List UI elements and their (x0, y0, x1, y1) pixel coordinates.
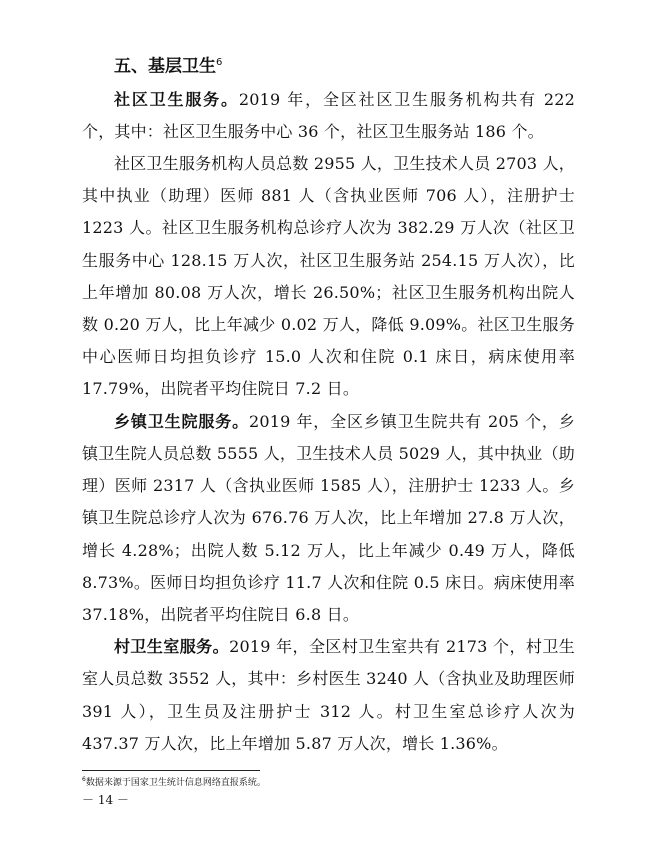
footnote-text: 数据来源于国家卫生统计信息网络直报系统。 (85, 778, 266, 788)
paragraph-village-clinic (82, 631, 575, 760)
section-title: 五、基层卫生 (114, 56, 216, 77)
footnote (82, 775, 266, 788)
paragraph-lead: 乡镇卫生院服务。 (114, 411, 249, 431)
paragraph-text: 2019 年，全区村卫生室共有 2173 个，村卫生室人员总数 3552 人，其中：乡村医生 3240 人（含执业及助理医师 391 人），卫生员及注册护士 312 人。村卫生室总诊疗人次为 437.37 万人次，比上年增加 5.87 万人次，增长 1.36%。 (82, 637, 575, 753)
paragraph-text: 2019 年，全区社区卫生服务机构共有 222 个，其中：社区卫生服务中心 36 个，社区卫生服务站 186 个。 (82, 89, 576, 141)
footnote-divider (82, 770, 260, 771)
paragraph-community-health (82, 84, 575, 148)
paragraph-text: 2019 年，全区乡镇卫生院共有 205 个，乡镇卫生院人员总数 5555 人，卫生技术人员 5029 人，其中执业（助理）医师 2317 人（含执业医师 1585 人），注册护士 1233 人。乡镇卫生院总诊疗人次为 676.76 万人次，比上年增加 27.8 万人次，增长 4.28%；出院人数 5.12 万人，比上年减少 0.49 万人，降低 8.73%。医师日均担负诊疗 11.7 人次和住院 0.5 床日。病床使用率 37.18%，出院者平均住院日 6.8 日。 (82, 411, 575, 624)
paragraph-lead: 村卫生室服务。 (114, 637, 230, 657)
section-heading (114, 46, 575, 84)
page-number: － 14 － (82, 793, 129, 807)
paragraph-township-hospital (82, 406, 575, 631)
paragraph-community-staff (82, 148, 575, 406)
main-content (82, 46, 575, 760)
paragraph-text: 社区卫生服务机构人员总数 2955 人，卫生技术人员 2703 人，其中执业（助理）医师 881 人（含执业医师 706 人），注册护士 1223 人。社区卫生服务机构总诊疗人次为 382.29 万人次（社区卫生服务中心 128.15 万人次，社区卫生服务站 254.15 万人次），比上年增加 80.08 万人次，增长 26.50%；社区卫生服务机构出院人数 0.20 万人，比上年减少 0.02 万人，降低 9.09%。社区卫生服务中心医师日均担负诊疗 15.0 人次和住院 0.1 床日，病床使用率 17.79%，出院者平均住院日 7.2 日。 (82, 154, 575, 399)
paragraph-lead: 社区卫生服务。 (114, 89, 239, 109)
footnote-marker: 6 (82, 776, 86, 783)
footnote-reference: 6 (216, 57, 223, 68)
